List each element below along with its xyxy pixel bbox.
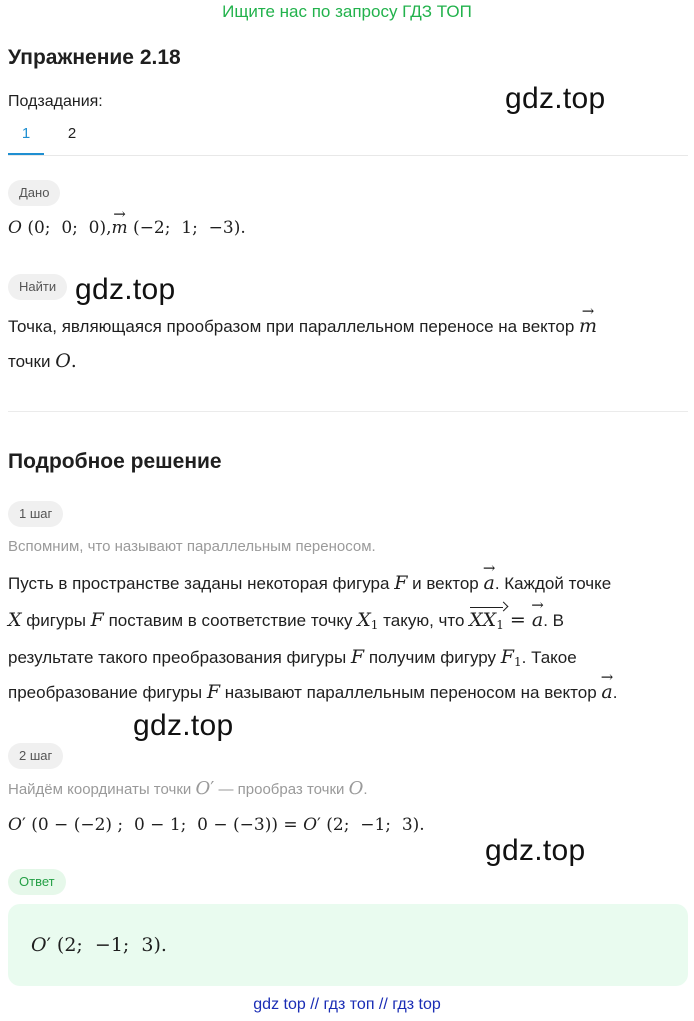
step-text: — прообраз точки (218, 781, 345, 798)
step-1-line-4: преобразование фигуры F называют параллельным переносом на вектор → a. (8, 681, 617, 703)
step-text: поставим в соответствие точку (108, 611, 353, 630)
given-pill: Дано (8, 180, 60, 206)
top-banner: Ищите нас по запросу ГДЗ ТОП (222, 2, 472, 21)
footer-links[interactable]: gdz top // гдз топ // гдз top (253, 996, 441, 1013)
step-text: . (363, 781, 368, 798)
step-text: называют параллельным переносом на вектор (224, 683, 597, 702)
find-point: O (55, 350, 71, 372)
step-text: и вектор (412, 574, 479, 593)
solution-title: Подробное решение (8, 450, 222, 473)
step-text: . Каждой точке (494, 574, 612, 593)
step-2-note: Найдём координаты точки O′ — прообраз точки O. (8, 778, 368, 799)
answer-pill: Ответ (8, 869, 66, 895)
given-expression: O (0; 0; 0),→ m (−2; 1; −3). (8, 218, 246, 238)
watermark: gdz.top (505, 82, 606, 115)
step-text: такую, что (383, 611, 465, 630)
tab-subtask-2[interactable]: 2 (67, 125, 77, 142)
step-text: Пусть в пространстве заданы некоторая фигура (8, 574, 390, 593)
step-text: преобразование фигуры (8, 683, 203, 702)
step-2-formula: O′ (0 − (−2) ; 0 − 1; 0 − (−3)) = O′ (2; −1; 3). (8, 815, 425, 835)
exercise-title: Упражнение 2.18 (8, 46, 181, 69)
watermark: gdz.top (75, 273, 176, 306)
subtasks-label: Подзадания: (8, 93, 103, 110)
step-text: Найдём координаты точки (8, 781, 192, 798)
find-text: Точка, являющаяся прообразом при параллельном переносе на вектор (8, 317, 575, 336)
step-1-line-1: Пусть в пространстве заданы некоторая фигура F и вектор → a. Каждой точке (8, 572, 611, 594)
find-pill: Найти (8, 274, 67, 300)
watermark: gdz.top (133, 709, 234, 742)
find-line-2: точки O. (8, 350, 77, 372)
watermark: gdz.top (485, 834, 586, 867)
subtask-tabs (8, 125, 688, 156)
answer-box (8, 904, 688, 986)
step-1-note: Вспомним, что называют параллельным переносом. (8, 538, 376, 555)
step-text: получим фигуру (368, 648, 497, 667)
step-1-line-3: результате такого преобразования фигуры F получим фигуру $F_1$. Такое (8, 646, 577, 669)
step-text: . (612, 683, 618, 702)
step-text: . В (543, 611, 564, 630)
step-text: . Такое (521, 648, 577, 667)
step-1-pill: 1 шаг (8, 501, 63, 527)
find-line-1 (8, 315, 597, 337)
step-2-pill: 2 шаг (8, 743, 63, 769)
step-1-line-2: X фигуры F поставим в соответствие точку $X_1$ такую, что $XX_1$ = → a. В (8, 609, 564, 632)
find-vector: → m (579, 315, 597, 337)
section-divider (8, 411, 688, 412)
answer-value: O′ (2; −1; 3). (31, 934, 167, 956)
tab-subtask-1[interactable]: 1 (8, 125, 44, 155)
find-text: точки (8, 352, 51, 371)
step-text: результате такого преобразования фигуры (8, 648, 347, 667)
step-text: фигуры (26, 611, 86, 630)
